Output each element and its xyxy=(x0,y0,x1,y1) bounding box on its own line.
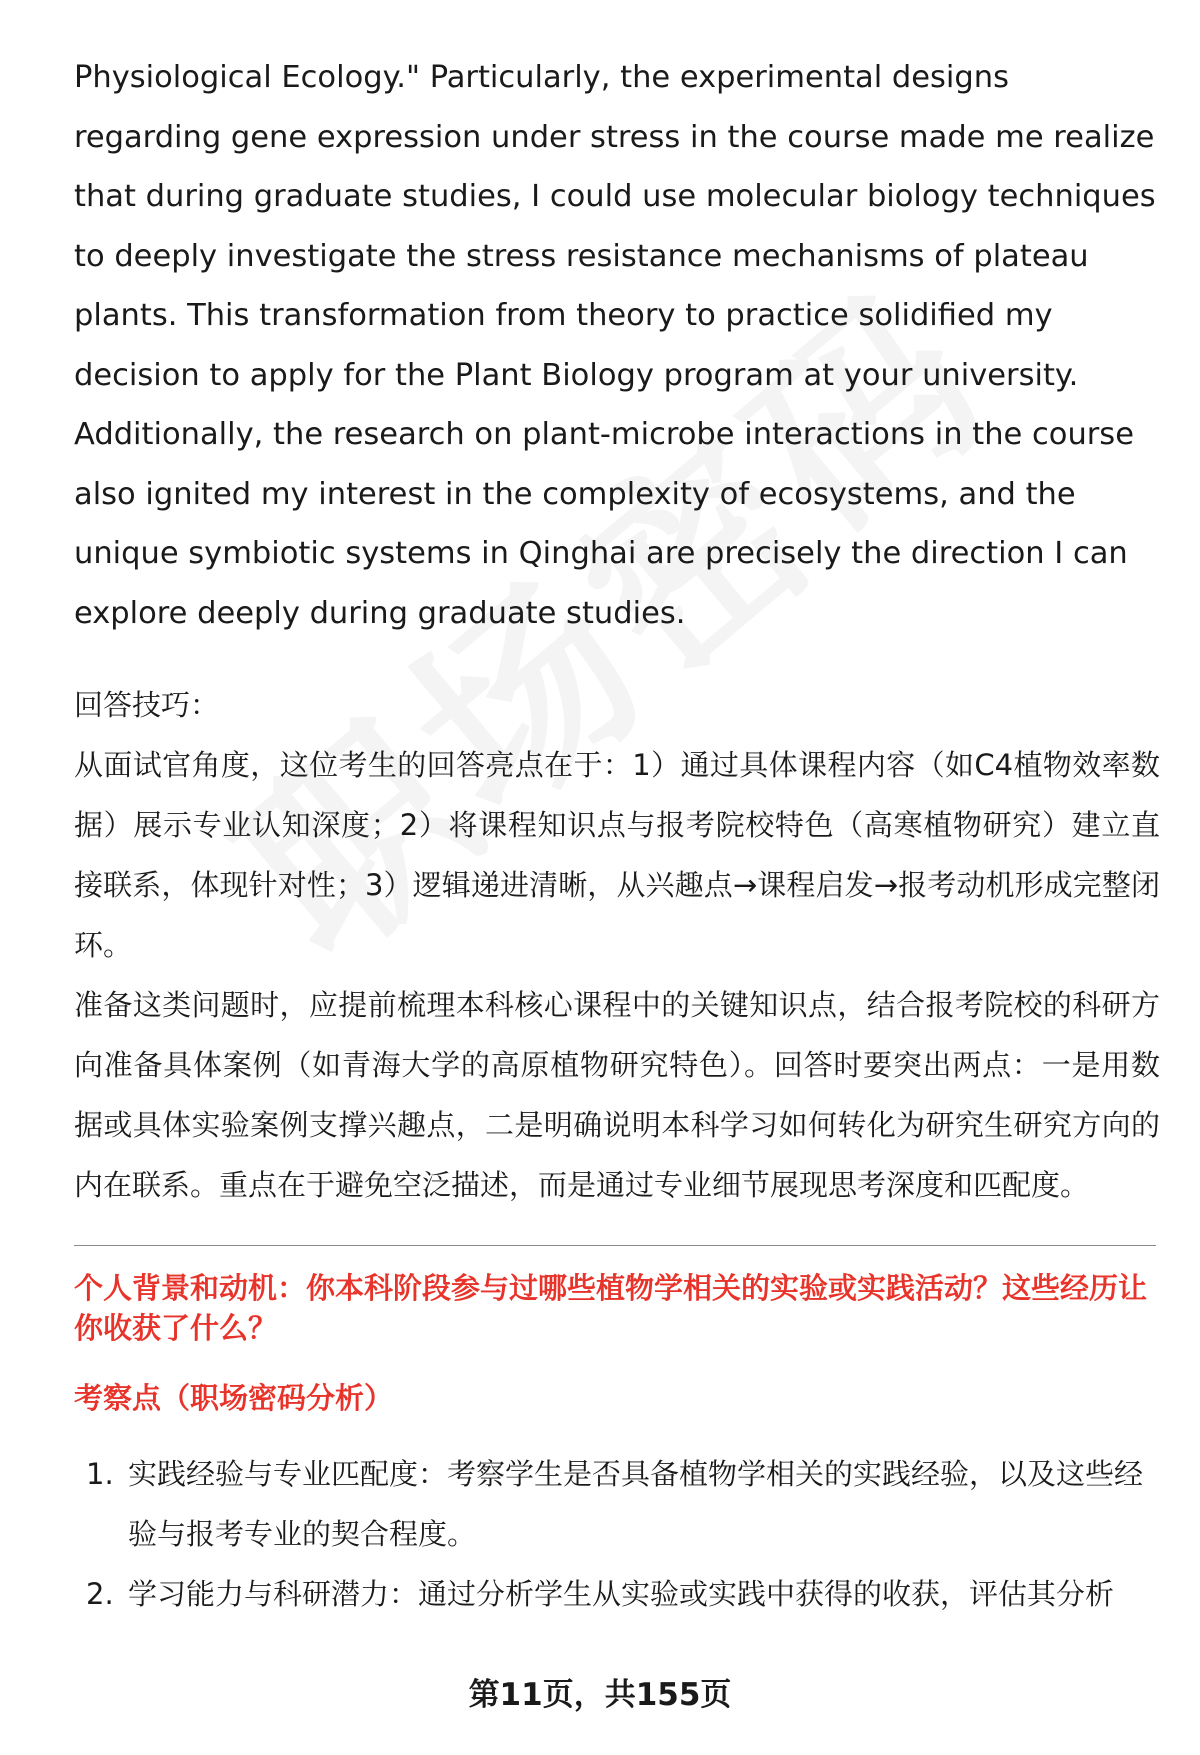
list-item-number: 2. xyxy=(86,1577,114,1611)
page-content xyxy=(74,48,1160,1624)
page-number-footer: 第11页，共155页 xyxy=(468,1677,732,1713)
tips-title: 回答技巧： xyxy=(74,688,220,722)
focus-points-list xyxy=(74,1444,1160,1624)
list-item-text: 实践经验与专业匹配度：考察学生是否具备植物学相关的实践经验，以及这些经验与报考专业的契合程度。 xyxy=(128,1457,1144,1551)
list-item xyxy=(74,1444,1160,1564)
section-divider xyxy=(74,1245,1156,1246)
focus-points-title: 考察点（职场密码分析） xyxy=(74,1381,394,1415)
question-heading: 个人背景和动机：你本科阶段参与过哪些植物学相关的实验或实践活动？这些经历让你收获了什么？ xyxy=(74,1271,1148,1345)
tips-paragraph-1: 从面试官角度，这位考生的回答亮点在于：1）通过具体课程内容（如C4植物效率数据）展示专业认知深度；2）将课程知识点与报考院校特色（高寒植物研究）建立直接联系，体现针对性；3）逻辑递进清晰，从兴趣点→课程启发→报考动机形成完整闭环。 xyxy=(74,748,1160,962)
list-item xyxy=(74,1564,1160,1624)
list-item-number: 1. xyxy=(86,1457,114,1491)
tips-paragraph-2: 准备这类问题时，应提前梳理本科核心课程中的关键知识点，结合报考院校的科研方向准备具体案例（如青海大学的高原植物研究特色）。回答时要突出两点：一是用数据或具体实验案例支撑兴趣点，二是明确说明本科学习如何转化为研究生研究方向的内在联系。重点在于避免空泛描述，而是通过专业细节展现思考深度和匹配度。 xyxy=(74,988,1160,1202)
english-answer-paragraph: Physiological Ecology." Particularly, the experimental designs regarding gene expression under stress in the course made me realize that during graduate studies, I could use molecular biology techniques to deeply investigate the stress resistance mechanisms of plateau plants. This transformation from theory to practice solidified my decision to apply for the Plant Biology program at your university. Additionally, the research on plant-microbe interactions in the course also ignited my interest in the complexity of ecosystems, and the unique symbiotic systems in Qinghai are precisely the direction I can explore deeply during graduate studies. xyxy=(74,60,1156,631)
list-item-text: 学习能力与科研潜力：通过分析学生从实验或实践中获得的收获，评估其分析 xyxy=(128,1577,1115,1611)
